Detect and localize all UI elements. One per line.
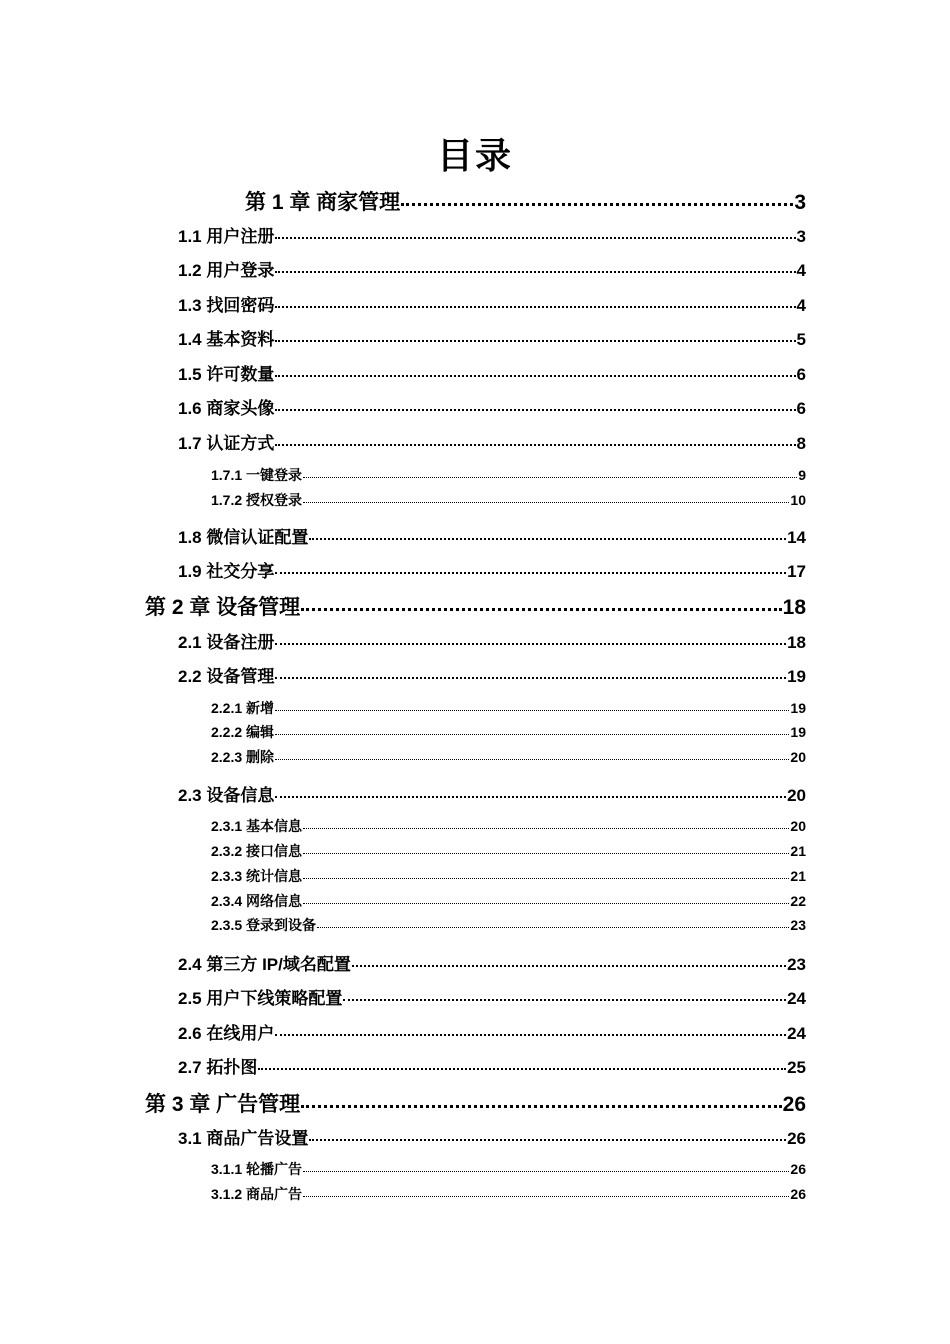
- toc-entry[interactable]: [145, 591, 806, 621]
- toc-entry-page-number: 26: [790, 1186, 806, 1202]
- dot-leader: [275, 306, 795, 308]
- toc-entry-label: 1.1 用户注册: [178, 227, 275, 246]
- toc-entry-page-number: 23: [787, 955, 806, 974]
- dot-leader: [303, 903, 789, 904]
- toc-entry-label: 2.3.2 接口信息: [211, 843, 303, 859]
- toc-entry-page-number: 9: [798, 467, 806, 483]
- toc-entry[interactable]: [211, 465, 806, 485]
- toc-entry-page-number: 4: [796, 261, 806, 280]
- dot-leader: [275, 375, 795, 377]
- dot-leader: [343, 999, 786, 1001]
- toc-entry[interactable]: [178, 781, 806, 806]
- toc-entry[interactable]: [178, 291, 806, 316]
- toc-entry-page-number: 6: [796, 365, 806, 384]
- dot-leader: [275, 1034, 786, 1036]
- toc-entry-label: 2.4 第三方 IP/域名配置: [178, 955, 351, 974]
- toc-entry-label: 1.7 认证方式: [178, 434, 275, 453]
- toc-entry-label: 1.3 找回密码: [178, 296, 275, 315]
- toc-entry-page-number: 20: [790, 818, 806, 834]
- toc-entry-page-number: 26: [787, 1129, 806, 1148]
- dot-leader: [275, 643, 786, 645]
- toc-entry-page-number: 21: [790, 843, 806, 859]
- toc-entry[interactable]: [178, 1124, 806, 1149]
- toc-entry-page-number: 19: [790, 724, 806, 740]
- toc-entry-page-number: 3: [796, 227, 806, 246]
- dot-leader: [303, 828, 789, 829]
- toc-entry-page-number: 23: [790, 917, 806, 933]
- toc-entry-label: 1.7.1 一键登录: [211, 467, 303, 483]
- toc-entry-label: 3.1 商品广告设置: [178, 1129, 309, 1148]
- toc-entry[interactable]: [178, 394, 806, 419]
- toc-title: 目录: [436, 135, 513, 176]
- dot-leader: [303, 1171, 789, 1172]
- toc-entry[interactable]: [178, 222, 806, 247]
- toc-entry[interactable]: [211, 1159, 806, 1179]
- dot-leader: [309, 538, 786, 540]
- toc-entry[interactable]: [145, 1088, 806, 1118]
- toc-entry-label: 2.5 用户下线策略配置: [178, 989, 343, 1008]
- dot-leader: [303, 477, 797, 478]
- toc-entry-page-number: 22: [790, 893, 806, 909]
- toc-entry-page-number: 8: [796, 434, 806, 453]
- toc-entry[interactable]: [178, 950, 806, 975]
- toc-entry-page-number: 18: [782, 596, 806, 619]
- toc-entry-label: 1.9 社交分享: [178, 562, 275, 581]
- toc-entry[interactable]: [211, 915, 806, 935]
- toc-entry[interactable]: [211, 747, 806, 767]
- toc-entry-label: 1.4 基本资料: [178, 330, 275, 349]
- toc-entry-page-number: 26: [782, 1093, 806, 1116]
- dot-leader: [275, 572, 786, 574]
- toc-entry[interactable]: [178, 628, 806, 653]
- dot-leader: [401, 203, 793, 206]
- toc-entry-page-number: 20: [787, 786, 806, 805]
- dot-leader: [275, 796, 786, 798]
- toc-entry-page-number: 21: [790, 868, 806, 884]
- dot-leader: [275, 409, 795, 411]
- toc-entry-label: 2.3.1 基本信息: [211, 818, 303, 834]
- dot-leader: [275, 677, 786, 679]
- toc-entry[interactable]: [178, 360, 806, 385]
- dot-leader: [303, 878, 789, 879]
- dot-leader: [309, 1139, 786, 1141]
- toc-entry-page-number: 3: [794, 191, 806, 214]
- toc-entry-page-number: 6: [796, 399, 806, 418]
- toc-entry[interactable]: [178, 557, 806, 582]
- dot-leader: [275, 444, 795, 446]
- toc-entry[interactable]: [211, 698, 806, 718]
- toc-entry-page-number: 24: [787, 1024, 806, 1043]
- toc-entry-label: 1.6 商家头像: [178, 399, 275, 418]
- toc-entry-label: 2.1 设备注册: [178, 633, 275, 652]
- dot-leader: [303, 1196, 789, 1197]
- dot-leader: [275, 710, 789, 711]
- dot-leader: [301, 608, 781, 611]
- toc-entry-label: 2.3.5 登录到设备: [211, 917, 317, 933]
- toc-entry[interactable]: [178, 1053, 806, 1078]
- toc-entry-page-number: 10: [790, 492, 806, 508]
- toc-entry-label: 3.1.2 商品广告: [211, 1186, 303, 1202]
- toc-entry-label: 第 3 章 广告管理: [145, 1093, 301, 1116]
- dot-leader: [275, 734, 789, 735]
- toc-entry[interactable]: [211, 490, 806, 510]
- toc-entry[interactable]: [178, 523, 806, 548]
- toc-entry-label: 2.3.3 统计信息: [211, 868, 303, 884]
- dot-leader: [258, 1068, 786, 1070]
- toc-entry-label: 2.6 在线用户: [178, 1024, 275, 1043]
- toc-entry-label: 2.3.4 网络信息: [211, 893, 303, 909]
- toc-entry[interactable]: [211, 722, 806, 742]
- dot-leader: [275, 759, 789, 760]
- dot-leader: [317, 927, 789, 928]
- toc-entry[interactable]: [178, 429, 806, 454]
- toc-entry-label: 1.5 许可数量: [178, 365, 275, 384]
- toc-entry-label: 2.2 设备管理: [178, 667, 275, 686]
- toc-entry[interactable]: [211, 841, 806, 861]
- toc-entry-label: 1.7.2 授权登录: [211, 492, 303, 508]
- toc-entry-label: 第 2 章 设备管理: [145, 596, 301, 619]
- dot-leader: [301, 1105, 781, 1108]
- toc-entry-label: 2.2.2 编辑: [211, 724, 275, 740]
- toc-entry-label: 2.7 拓扑图: [178, 1058, 258, 1077]
- dot-leader: [275, 271, 795, 273]
- dot-leader: [303, 853, 789, 854]
- toc-entry-label: 第 1 章 商家管理: [245, 191, 401, 214]
- toc-entry-page-number: 19: [787, 667, 806, 686]
- toc-entry-page-number: 18: [787, 633, 806, 652]
- toc-entry-label: 2.2.3 删除: [211, 749, 275, 765]
- toc-entry-label: 2.2.1 新增: [211, 700, 275, 716]
- toc-entry-page-number: 24: [787, 989, 806, 1008]
- toc-entry-label: 1.8 微信认证配置: [178, 528, 309, 547]
- toc-entry[interactable]: [211, 816, 806, 836]
- dot-leader: [352, 965, 786, 967]
- dot-leader: [303, 502, 789, 503]
- toc-entry-page-number: 19: [790, 700, 806, 716]
- toc-entry[interactable]: [211, 1184, 806, 1204]
- dot-leader: [275, 340, 795, 342]
- toc-entry[interactable]: [178, 984, 806, 1009]
- toc-entry-page-number: 14: [787, 528, 806, 547]
- toc-entry[interactable]: [245, 186, 806, 216]
- toc-entry-label: 3.1.1 轮播广告: [211, 1161, 303, 1177]
- dot-leader: [275, 237, 795, 239]
- toc-entry[interactable]: [178, 1019, 806, 1044]
- toc-entry[interactable]: [178, 325, 806, 350]
- toc-entry-page-number: 5: [796, 330, 806, 349]
- toc-entry-page-number: 25: [787, 1058, 806, 1077]
- toc-entry-page-number: 20: [790, 749, 806, 765]
- toc-entry[interactable]: [211, 866, 806, 886]
- toc-entry[interactable]: [178, 662, 806, 687]
- toc-entry-page-number: 17: [787, 562, 806, 581]
- toc-entry-page-number: 26: [790, 1161, 806, 1177]
- toc-entry-label: 1.2 用户登录: [178, 261, 275, 280]
- toc-entry[interactable]: [211, 891, 806, 911]
- toc-entry-page-number: 4: [796, 296, 806, 315]
- toc-entry-label: 2.3 设备信息: [178, 786, 275, 805]
- toc-entry[interactable]: [178, 256, 806, 281]
